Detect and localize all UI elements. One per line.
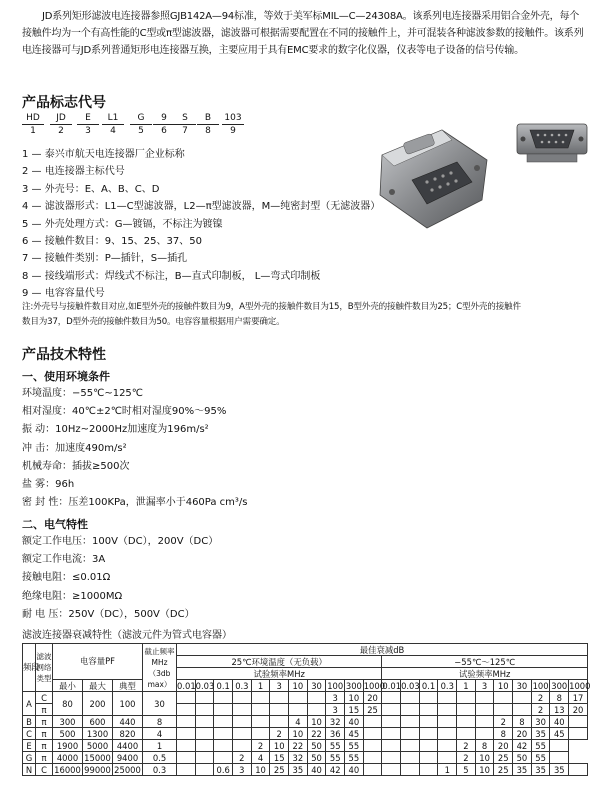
code-part-index: 5 — [138, 126, 144, 136]
cell-attenuation-55c — [401, 704, 420, 716]
cell-attenuation-25c — [214, 752, 233, 764]
cell-attenuation-25c: 32 — [326, 716, 345, 728]
cell-attenuation-55c: 2 — [494, 716, 513, 728]
cell-band: N — [23, 764, 36, 776]
cell-cutoff: 8 — [143, 716, 177, 728]
cell-attenuation-25c — [289, 692, 308, 704]
cell-attenuation-55c — [419, 692, 438, 704]
cell-attenuation-55c: 2 — [531, 704, 550, 716]
cell-attenuation-25c — [251, 728, 270, 740]
header-frequency: 3 — [475, 680, 494, 692]
cell-typ: 820 — [113, 728, 143, 740]
cell-attenuation-55c — [419, 716, 438, 728]
env-conditions-list — [22, 385, 248, 512]
cell-band: G — [23, 752, 36, 764]
cell-max: 600 — [83, 716, 113, 728]
header-25c: 25℃环境温度（无负载） — [177, 656, 382, 668]
cell-cutoff: 4 — [143, 728, 177, 740]
cell-attenuation-55c: 45 — [550, 728, 569, 740]
cell-attenuation-25c: 40 — [345, 716, 364, 728]
cell-attenuation-55c — [401, 728, 420, 740]
cell-attenuation-55c — [419, 752, 438, 764]
header-test-freq-25c: 试验频率MHz — [177, 668, 382, 680]
cell-min: 500 — [53, 728, 83, 740]
cell-attenuation-25c: 42 — [326, 764, 345, 776]
code-part — [50, 113, 72, 136]
header-frequency: 300 — [551, 680, 568, 691]
cell-attenuation-55c — [401, 740, 420, 752]
cell-attenuation-25c: 20 — [363, 692, 382, 704]
cell-cutoff: 0.3 — [143, 764, 177, 776]
cell-attenuation-25c — [233, 716, 252, 728]
cell-attenuation-55c: 35 — [550, 764, 569, 776]
cell-attenuation-55c: 20 — [569, 704, 588, 716]
env-spec-item: 振 动：10Hz~2000Hz加速度为196m/s² — [22, 424, 209, 436]
cell-attenuation-25c: 10 — [270, 740, 289, 752]
cell-attenuation-25c: 10 — [307, 716, 326, 728]
code-part-value: HD — [22, 113, 44, 125]
electrical-spec-item: 额定工作电压：100V（DC），200V（DC） — [22, 536, 219, 547]
cell-attenuation-55c — [419, 740, 438, 752]
header-test-freq-55c: 试验频率MHz — [382, 668, 588, 680]
cell-filter-type: π — [36, 704, 53, 716]
code-part-value: G — [130, 113, 152, 125]
header-frequency: 1000 — [363, 680, 386, 691]
cell-attenuation-55c — [457, 728, 476, 740]
cell-filter-type: π — [36, 752, 53, 764]
cell-attenuation-25c: 35 — [289, 764, 308, 776]
cell-attenuation-55c — [550, 752, 569, 764]
cell-attenuation-55c: 5 — [457, 764, 476, 776]
cell-attenuation-55c: 2 — [531, 692, 550, 704]
cell-attenuation-55c — [382, 752, 401, 764]
cell-attenuation-55c — [438, 704, 457, 716]
cell-attenuation-25c: 55 — [345, 740, 364, 752]
cell-attenuation-55c — [401, 692, 420, 704]
header-frequency: 0.03 — [401, 680, 420, 691]
code-note-line: 注:外壳号与接触件数目对应,如E型外壳的接触件数目为9，A型外壳的接触件数目为15，B型外壳的接触件数目为25；C型外壳的接触件 — [22, 302, 521, 312]
cell-band: E — [23, 740, 36, 752]
code-part-value: L1 — [102, 113, 124, 125]
header-frequency: 10 — [494, 680, 513, 692]
header-frequency: 0.3 — [438, 680, 457, 692]
electrical-heading: 二、电气特性 — [22, 518, 88, 531]
cell-attenuation-25c — [177, 716, 196, 728]
cell-attenuation-55c — [569, 716, 588, 728]
header-frequency: 0.03 — [195, 680, 215, 691]
code-part-value: B — [197, 113, 219, 125]
header-cutoff-frequency: 截止频率 MHz（3db max） — [143, 644, 177, 692]
cell-attenuation-25c — [195, 740, 214, 752]
cell-attenuation-25c — [363, 752, 382, 764]
cell-attenuation-55c: 55 — [531, 752, 550, 764]
cell-attenuation-55c — [419, 764, 438, 776]
env-spec-item: 盐 雾：96h — [22, 479, 75, 491]
table-row — [23, 716, 588, 728]
cell-max: 200 — [83, 692, 113, 716]
header-frequency: 0.1 — [214, 680, 233, 692]
code-part — [130, 113, 152, 136]
code-part-index: 2 — [58, 126, 64, 136]
electrical-spec-item: 耐 电 压：250V（DC），500V（DC） — [22, 608, 195, 620]
code-part-index: 6 — [161, 126, 167, 136]
cell-typ: 100 — [113, 692, 143, 716]
code-part-index: 8 — [205, 126, 211, 136]
cell-attenuation-25c — [195, 728, 214, 740]
header-frequency: 1 — [251, 680, 270, 692]
cell-attenuation-55c — [419, 704, 438, 716]
cell-filter-type: π — [36, 740, 53, 752]
cell-attenuation-25c — [177, 752, 196, 764]
cell-attenuation-55c — [494, 704, 513, 716]
legend-item: 2 — 电连接器主标代号 — [22, 166, 125, 178]
code-part — [22, 113, 44, 136]
cell-attenuation-25c: 36 — [326, 728, 345, 740]
cell-attenuation-55c: 25 — [494, 752, 513, 764]
cell-attenuation-55c — [475, 704, 494, 716]
cell-max: 15000 — [84, 752, 111, 763]
code-part — [174, 113, 196, 136]
cell-attenuation-25c — [270, 704, 289, 716]
cell-attenuation-25c — [195, 704, 214, 716]
legend-item: 1 — 泰兴市航天电连接器厂企业标称 — [22, 149, 185, 160]
cell-attenuation-25c: 22 — [289, 740, 308, 752]
table-row — [23, 764, 588, 776]
cell-attenuation-55c: 40 — [550, 716, 569, 728]
header-filter-type: 滤波网络类型 — [36, 644, 53, 692]
code-part-index: 9 — [230, 126, 236, 136]
connector-product-photo — [362, 110, 592, 230]
cell-attenuation-25c: 15 — [270, 752, 289, 764]
header-frequency: 0.01 — [177, 680, 196, 691]
cell-attenuation-55c: 8 — [494, 728, 513, 740]
electrical-spec-item: 额定工作电流：3A — [22, 554, 106, 566]
cell-attenuation-55c: 8 — [513, 716, 532, 728]
cell-attenuation-25c — [195, 752, 214, 764]
header-frequency: 1 — [457, 680, 476, 692]
code-part-value: 103 — [222, 113, 244, 125]
cell-attenuation-55c — [475, 728, 494, 740]
cell-attenuation-25c — [214, 704, 233, 716]
table-row — [23, 728, 588, 740]
cell-attenuation-25c — [214, 716, 233, 728]
cell-attenuation-55c — [513, 692, 532, 704]
cell-max: 5000 — [83, 740, 113, 752]
env-conditions-heading: 一、使用环境条件 — [22, 370, 110, 383]
cell-attenuation-55c — [569, 728, 588, 740]
cell-attenuation-55c: 50 — [513, 752, 532, 764]
electrical-spec-list — [22, 533, 218, 624]
cell-attenuation-25c: 15 — [345, 704, 364, 716]
env-spec-item: 机械寿命：插拔≥500次 — [22, 460, 130, 472]
cell-attenuation-25c: 3 — [326, 692, 345, 704]
header-frequency: 100 — [532, 680, 549, 691]
cell-attenuation-55c: 2 — [457, 752, 476, 764]
code-part — [102, 113, 124, 136]
env-spec-item: 环境温度：−55℃~125℃ — [22, 388, 144, 399]
code-part-index: 1 — [30, 126, 36, 136]
cell-attenuation-25c: 55 — [345, 752, 364, 764]
cell-attenuation-25c — [251, 704, 270, 716]
env-spec-item: 相对湿度：40℃±2℃时相对湿度90%～95% — [22, 406, 227, 418]
cell-band: C — [23, 728, 36, 740]
code-part — [77, 113, 99, 136]
cell-attenuation-25c — [177, 704, 196, 716]
product-code-heading: 产品标志代号 — [22, 95, 106, 111]
cell-attenuation-25c: 4 — [289, 716, 308, 728]
cell-max: 1300 — [83, 728, 113, 740]
intro-paragraph: JD系列矩形滤波电连接器参照GJB142A—94标准，等效于美军标MIL—C—24308A。该系列电连接器采用铝合金外壳，每个接触件均为一个有高性能的C型或π型滤波器，滤波器可根据需要配置在不同的接触件上，并可混装各种滤波参数的接触件。该系列电连接器可与JD系列普通矩形电连接器互换，主要应用于具有EMC要求的数字化仪器，仪表等电子设备的信号传输。 — [22, 11, 584, 56]
cell-min: 1900 — [53, 740, 83, 752]
header-frequency: 300 — [345, 680, 362, 691]
cell-attenuation-25c — [233, 728, 252, 740]
header-frequency: 3 — [270, 680, 289, 692]
cell-attenuation-25c — [363, 716, 382, 728]
header-55c: −55℃～125℃ — [382, 656, 588, 668]
cell-attenuation-55c — [457, 692, 476, 704]
cell-attenuation-25c: 10 — [251, 764, 270, 776]
cell-attenuation-25c — [177, 728, 196, 740]
cell-attenuation-25c — [363, 728, 382, 740]
table-row — [23, 752, 588, 764]
cell-attenuation-55c: 10 — [475, 764, 494, 776]
cell-typ: 440 — [113, 716, 143, 728]
cell-filter-type: C — [36, 764, 53, 776]
cell-cutoff: 1 — [143, 740, 177, 752]
cell-attenuation-25c: 50 — [307, 752, 326, 764]
tech-spec-heading: 产品技术特性 — [22, 347, 106, 363]
cell-attenuation-55c: 1 — [438, 764, 457, 776]
cell-attenuation-25c: 32 — [289, 752, 308, 764]
cell-attenuation-25c — [307, 704, 326, 716]
legend-item: 9 — 电容容量代号 — [22, 288, 105, 300]
electrical-spec-item: 绝缘电阻：≥1000MΩ — [22, 590, 123, 602]
cell-attenuation-55c — [438, 728, 457, 740]
code-part-value: JD — [50, 113, 72, 125]
cell-attenuation-25c: 55 — [326, 740, 345, 752]
cell-attenuation-55c — [438, 692, 457, 704]
cell-attenuation-55c: 17 — [569, 692, 588, 704]
cell-attenuation-25c — [233, 692, 252, 704]
cell-attenuation-55c: 25 — [494, 764, 513, 776]
cell-cutoff: 0.5 — [143, 752, 177, 764]
header-cap-min: 最小 — [53, 680, 83, 692]
cell-filter-type: C — [36, 692, 53, 704]
cell-attenuation-25c — [177, 692, 196, 704]
cell-attenuation-55c — [401, 764, 420, 776]
cell-attenuation-25c: 22 — [307, 728, 326, 740]
env-spec-item: 密 封 性：压差100KPa，泄漏率小于460Pa cm³/s — [22, 497, 248, 509]
code-part-value: 9 — [153, 113, 175, 125]
cell-attenuation-55c — [494, 692, 513, 704]
cell-attenuation-55c: 35 — [531, 728, 550, 740]
cell-max: 99000 — [84, 764, 111, 775]
cell-attenuation-55c: 8 — [475, 740, 494, 752]
cell-attenuation-55c — [550, 740, 569, 752]
cell-attenuation-55c: 13 — [550, 704, 569, 716]
legend-item: 4 — 滤波器形式：L1—C型滤波器，L2—π型滤波器，M—纯密封型（无滤波器） — [22, 201, 381, 213]
cell-attenuation-25c — [233, 704, 252, 716]
cell-attenuation-25c: 25 — [270, 764, 289, 776]
legend-item: 6 — 接触件数目：9、15、25、37、50 — [22, 236, 202, 248]
cell-attenuation-55c — [401, 716, 420, 728]
cell-attenuation-55c — [382, 728, 401, 740]
cell-attenuation-25c: 2 — [251, 740, 270, 752]
cell-typ: 4400 — [113, 740, 143, 752]
cell-attenuation-25c — [177, 764, 196, 776]
connector-hood-image — [380, 130, 487, 228]
cell-attenuation-25c — [233, 740, 252, 752]
cell-attenuation-55c — [569, 764, 588, 776]
code-part — [222, 113, 244, 136]
cell-attenuation-25c — [251, 692, 270, 704]
cell-attenuation-25c: 3 — [233, 764, 252, 776]
cell-typ: 9400 — [113, 752, 143, 764]
header-min-attenuation: 最佳衰减dB — [177, 644, 588, 656]
code-part — [153, 113, 175, 136]
header-frequency: 30 — [307, 680, 326, 692]
table-row — [23, 692, 588, 704]
cell-attenuation-25c — [214, 692, 233, 704]
cell-attenuation-25c: 2 — [233, 752, 252, 764]
cell-attenuation-55c: 42 — [513, 740, 532, 752]
cell-attenuation-25c — [289, 704, 308, 716]
cell-attenuation-55c — [438, 752, 457, 764]
cell-min: 80 — [53, 692, 83, 716]
cell-attenuation-55c — [513, 704, 532, 716]
header-capacitance: 电容量PF — [53, 644, 143, 680]
cell-attenuation-55c — [382, 764, 401, 776]
attenuation-table — [22, 643, 591, 776]
env-spec-item: 冲 击：加速度490m/s² — [22, 442, 127, 454]
cell-attenuation-55c — [475, 692, 494, 704]
cell-attenuation-55c — [382, 692, 401, 704]
header-frequency: 100 — [327, 680, 344, 691]
cell-attenuation-55c — [457, 704, 476, 716]
code-part-value: S — [174, 113, 196, 125]
attenuation-table-title: 滤波连接器衰减特性（滤波元件为管式电容器） — [22, 630, 232, 641]
code-note-line: 数目为37，D型外壳的接触件数目为50。电容容量根据用户需要确定。 — [22, 317, 285, 327]
cell-attenuation-25c: 10 — [289, 728, 308, 740]
legend-item: 7 — 接触件类别：P—插针，S—插孔 — [22, 253, 188, 265]
legend-item: 3 — 外壳号：E、A、B、C、D — [22, 183, 160, 195]
cell-attenuation-25c — [214, 740, 233, 752]
cell-attenuation-55c — [382, 704, 401, 716]
header-cap-typical: 典型 — [113, 680, 143, 692]
header-frequency: 30 — [513, 680, 532, 692]
cell-attenuation-25c: 50 — [307, 740, 326, 752]
header-frequency: 0.3 — [233, 680, 252, 692]
cell-attenuation-25c — [195, 764, 214, 776]
cell-attenuation-55c: 2 — [457, 740, 476, 752]
header-frequency: 0.01 — [382, 680, 402, 691]
cell-attenuation-25c — [270, 716, 289, 728]
cell-attenuation-55c — [419, 728, 438, 740]
cell-attenuation-25c — [195, 692, 214, 704]
cell-attenuation-55c: 35 — [513, 764, 532, 776]
cell-attenuation-25c — [195, 716, 214, 728]
header-cap-max: 最大 — [83, 680, 113, 692]
cell-min: 4000 — [53, 752, 83, 764]
cell-attenuation-55c — [438, 740, 457, 752]
connector-receptacle-image — [517, 124, 587, 162]
table-row — [23, 740, 588, 752]
cell-attenuation-55c: 10 — [475, 752, 494, 764]
cell-attenuation-25c: 4 — [251, 752, 270, 764]
cell-min: 300 — [53, 716, 83, 728]
cell-attenuation-25c: 10 — [345, 692, 364, 704]
cell-attenuation-55c — [438, 716, 457, 728]
cell-attenuation-55c: 20 — [494, 740, 513, 752]
cell-attenuation-25c — [177, 740, 196, 752]
cell-attenuation-25c: 2 — [270, 728, 289, 740]
legend-item: 8 — 接线端形式：焊线式不标注，B—直式印制板， L—弯式印制板 — [22, 270, 321, 282]
cell-attenuation-25c — [307, 692, 326, 704]
cell-attenuation-25c — [270, 692, 289, 704]
cell-min: 16000 — [54, 764, 81, 775]
cell-attenuation-55c: 20 — [513, 728, 532, 740]
code-part-value: E — [77, 113, 99, 125]
cell-cutoff: 30 — [143, 692, 177, 716]
cell-attenuation-55c — [382, 716, 401, 728]
cell-attenuation-25c: 40 — [307, 764, 326, 776]
cell-attenuation-25c: 55 — [326, 752, 345, 764]
header-frequency: 0.1 — [419, 680, 438, 692]
cell-attenuation-55c: 8 — [550, 692, 569, 704]
header-frequency: 1000 — [569, 680, 591, 691]
cell-attenuation-25c — [214, 728, 233, 740]
code-part — [197, 113, 219, 136]
cell-attenuation-25c: 3 — [326, 704, 345, 716]
cell-attenuation-25c: 40 — [345, 764, 364, 776]
header-band: 频段 — [23, 644, 36, 692]
cell-attenuation-55c — [401, 752, 420, 764]
cell-attenuation-55c — [457, 716, 476, 728]
cell-attenuation-25c: 45 — [345, 728, 364, 740]
cell-filter-type: π — [36, 716, 53, 728]
cell-attenuation-25c: 0.6 — [214, 764, 233, 776]
cell-attenuation-55c: 30 — [531, 716, 550, 728]
cell-attenuation-55c: 35 — [531, 764, 550, 776]
cell-filter-type: π — [36, 728, 53, 740]
cell-attenuation-55c: 55 — [531, 740, 550, 752]
cell-attenuation-25c — [363, 764, 382, 776]
cell-band: A — [23, 692, 36, 716]
legend-item: 5 — 外壳处理方式：G—镀镉，不标注为镀镍 — [22, 218, 223, 230]
cell-attenuation-25c — [363, 740, 382, 752]
cell-attenuation-55c — [382, 740, 401, 752]
code-part-index: 7 — [182, 126, 188, 136]
code-part-index: 3 — [85, 126, 91, 136]
header-frequency: 10 — [289, 680, 308, 692]
cell-attenuation-25c: 25 — [363, 704, 382, 716]
electrical-spec-item: 接触电阻：≤0.01Ω — [22, 572, 111, 584]
code-part-index: 4 — [110, 126, 116, 136]
cell-attenuation-25c — [251, 716, 270, 728]
cell-attenuation-55c — [475, 716, 494, 728]
cell-typ: 25000 — [114, 764, 141, 775]
cell-band: B — [23, 716, 36, 728]
document-page — [22, 8, 591, 775]
code-legend-list — [22, 146, 380, 303]
code-note — [22, 300, 588, 330]
